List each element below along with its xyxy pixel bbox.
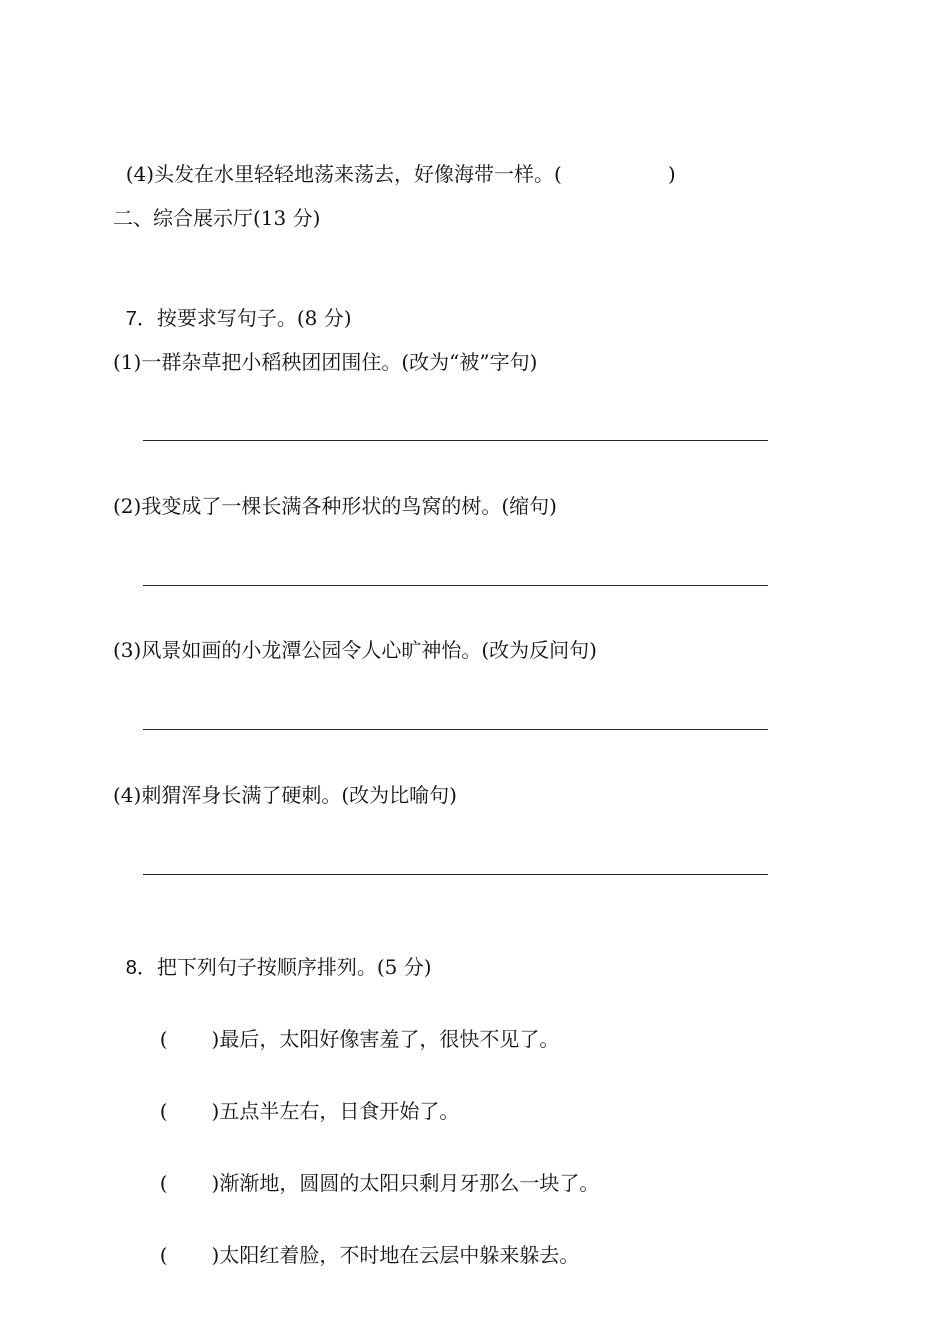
q8-title: 把下列句子按顺序排列。(5 分) xyxy=(156,955,432,979)
q8-item-1-open-paren: ( xyxy=(159,1027,168,1051)
q7-item-2: (2)我变成了一棵长满各种形状的鸟窝的树。(缩句) xyxy=(113,494,557,518)
q7-item-1-answer-line[interactable] xyxy=(143,440,768,441)
q8-item-4 xyxy=(147,1213,579,1269)
q8-item-1-close-paren: ) xyxy=(211,1027,220,1051)
q7-item-1: (1)一群杂草把小稻秧团团围住。(改为“被”字句) xyxy=(113,350,538,374)
q8-item-2-close-paren: ) xyxy=(211,1099,220,1123)
q7-title: 按要求写句子。(8 分) xyxy=(156,306,352,330)
q8-heading xyxy=(113,925,432,982)
q8-item-3-close-paren: ) xyxy=(211,1171,220,1195)
q8-number: 8． xyxy=(125,957,157,979)
q7-item-4-answer-line[interactable] xyxy=(143,874,768,875)
q8-item-1-text: 最后，太阳好像害羞了，很快不见了。 xyxy=(219,1027,560,1051)
q7-item-3: (3)风景如画的小龙潭公园令人心旷神怡。(改为反问句) xyxy=(113,638,597,662)
q7-item-4: (4)刺猬浑身长满了硬刺。(改为比喻句) xyxy=(113,783,457,807)
section-2-title: 二、综合展示厅(13 分) xyxy=(113,206,321,230)
q7-item-3-answer-line[interactable] xyxy=(143,729,768,730)
q8-item-4-open-paren: ( xyxy=(159,1243,168,1267)
q8-item-3-text: 渐渐地，圆圆的太阳只剩月牙那么一块了。 xyxy=(219,1171,600,1195)
q8-item-2-text: 五点半左右，日食开始了。 xyxy=(219,1099,460,1123)
q8-item-2-open-paren: ( xyxy=(159,1099,168,1123)
q8-item-4-text: 太阳红着脸，不时地在云层中躲来躲去。 xyxy=(219,1243,580,1267)
q8-item-3 xyxy=(147,1141,599,1197)
q7-number: 7． xyxy=(125,308,157,330)
q8-item-3-open-paren: ( xyxy=(159,1171,168,1195)
q8-item-1 xyxy=(147,997,559,1053)
q8-item-2 xyxy=(147,1069,459,1125)
q6-item-4-close-paren: ) xyxy=(667,162,676,186)
q7-item-2-answer-line[interactable] xyxy=(143,585,768,586)
q6-item-4 xyxy=(113,132,676,188)
q6-item-4-text: (4)头发在水里轻轻地荡来荡去，好像海带一样。( xyxy=(125,162,562,186)
q7-heading xyxy=(113,276,352,333)
q8-item-4-close-paren: ) xyxy=(211,1243,220,1267)
